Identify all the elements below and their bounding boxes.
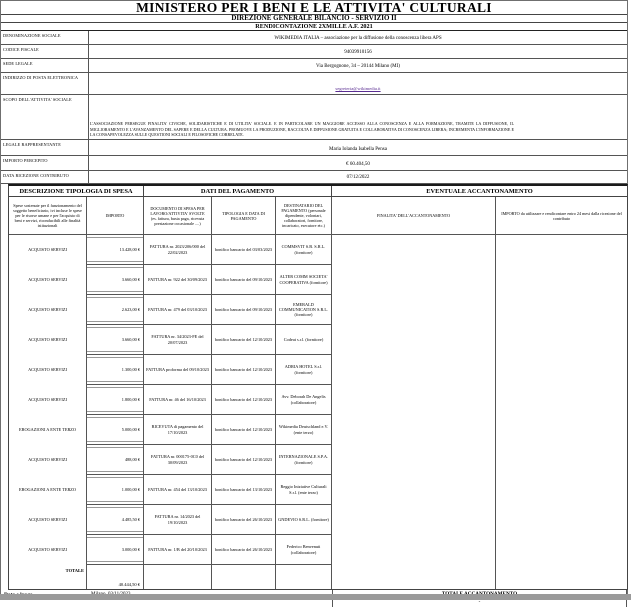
data-ricezione-value: 07/12/2022 bbox=[346, 175, 370, 180]
scopo-value: L'ASSOCIAZIONE PERSEGUE FINALITA' CIVICHE, SOLIDARISTICHE E DI UTILITA' SOCIALE. E IN PARTICOLARE UN MAGGIORE ACCESSO ALLA CONOSCENZA E ALLA FORMAZIONE, TRAMITE LA DIFFUSIONE, IL MIGLIORAMENTO E L'AVANZAMENTO DEL SAPERE E DELLA CULTURA. PROMUOVE LA PRODUZIONE, RACCOLTA E DIFFUSIONE GRATUITA E COLLABORATIVA DI CONOSCENZA LIBERA; INCREMENTA L'INFORMAZIONE E LA CONSAPEVOLEZZA SULLE QUESTIONI SOCIALI E FILOSOFICHE CORRELATE. bbox=[90, 121, 514, 137]
sede-legale-label: SEDE LEGALE bbox=[1, 59, 89, 72]
tipologia-spesa-cell: ACQUISTO SERVIZI bbox=[9, 355, 87, 385]
group-header-descrizione: DESCRIZIONE TIPOLOGIA DI SPESA bbox=[9, 186, 144, 197]
email-label: INDIRIZZO DI POSTA ELETTRONICA bbox=[1, 73, 89, 94]
destinatario-pagamento-cell: Federico Benvenuti (collaboratore) bbox=[276, 535, 332, 565]
documento-spesa-cell: FATTURA nr. 46 del 16/10/2023 bbox=[144, 385, 212, 415]
destinatario-pagamento-cell: Wikimedia Deutschland e.V. (ente terzo) bbox=[276, 415, 332, 445]
tipologia-data-pagamento-cell: bonifico bancario del 09/10/2023 bbox=[212, 295, 276, 325]
destinatario-pagamento-cell: EMERALD COMMUNICATION S.R.L. (fornitore) bbox=[276, 295, 332, 325]
tipologia-data-pagamento-cell: bonifico bancario del 13/10/2023 bbox=[212, 475, 276, 505]
destinatario-pagamento-cell: GNDEVIO S.R.L. (fornitore) bbox=[276, 505, 332, 535]
totale-label: TOTALE bbox=[9, 565, 87, 589]
page-subtitle2: RENDICONTAZIONE 2XMILLE A.F. 2021 bbox=[1, 23, 627, 31]
group-header-accantonamento: EVENTUALE ACCANTONAMENTO bbox=[332, 186, 627, 197]
destinatario-pagamento-cell: Reggio Iniziative Culturali S.r.l. (ente terzo) bbox=[276, 475, 332, 505]
page-edge-strip bbox=[0, 594, 631, 600]
spese-table bbox=[8, 184, 628, 590]
table-row bbox=[9, 475, 332, 505]
table-column-header-row bbox=[9, 197, 627, 235]
column-header-spese: Spese sostenute per il funzionamento del soggetto beneficiario, ivi incluse le spese per le risorse umane e per l'acquisto di beni e servizi, riconducibili alle finalità istituzionali bbox=[9, 197, 87, 235]
importo-percepito-value: € 60.404,50 bbox=[346, 162, 370, 167]
group-header-dati-pagamento: DATI DEL PAGAMENTO bbox=[144, 186, 332, 197]
tipologia-spesa-cell: EROGAZIONI A ENTE TERZO bbox=[9, 415, 87, 445]
importo-cell: 3.660,00 € bbox=[87, 265, 144, 295]
documento-spesa-cell: FATTURA nr. 454 del 13/10/2023 bbox=[144, 475, 212, 505]
codice-fiscale-label: CODICE FISCALE bbox=[1, 45, 89, 58]
tipologia-spesa-cell: ACQUISTO SERVIZI bbox=[9, 445, 87, 475]
importo-percepito-label: IMPORTO PERCEPITO bbox=[1, 156, 89, 170]
info-row-importo-percepito bbox=[1, 156, 627, 171]
tipologia-spesa-cell: ACQUISTO SERVIZI bbox=[9, 325, 87, 355]
documento-spesa-cell: RICEVUTA di pagamento del 17/10/2023 bbox=[144, 415, 212, 445]
column-header-importo: IMPORTO bbox=[87, 197, 144, 235]
column-header-importo-accantonamento: IMPORTO da utilizzare e rendicontare entro 24 mesi dalla ricezione del contributo bbox=[496, 197, 627, 235]
tipologia-spesa-cell: EROGAZIONI A ENTE TERZO bbox=[9, 475, 87, 505]
tipologia-spesa-cell: ACQUISTO SERVIZI bbox=[9, 385, 87, 415]
table-row bbox=[9, 295, 332, 325]
importo-cell: 3.660,00 € bbox=[87, 325, 144, 355]
tipologia-spesa-cell: ACQUISTO SERVIZI bbox=[9, 505, 87, 535]
importo-cell: 2.623,00 € bbox=[87, 295, 144, 325]
column-header-documento: DOCUMENTO DI SPESA PER LAVORO/ATTIVITA' SVOLTE (es. fattura, busta paga, ricevuta prestazione occasionale ....) bbox=[144, 197, 212, 235]
table-row bbox=[9, 445, 332, 475]
table-rows bbox=[9, 235, 332, 589]
tipologia-spesa-cell: ACQUISTO SERVIZI bbox=[9, 265, 87, 295]
column-header-destinatario: DESTINATARIO DEL PAGAMENTO (personale dipendente, volontari, collaboratori, fornitore, incaricato, esecutore etc.) bbox=[276, 197, 332, 235]
denominazione-label: DENOMINAZIONE SOCIALE bbox=[1, 31, 89, 44]
legale-rappresentante-label: LEGALE RAPPRESENTANTE bbox=[1, 140, 89, 155]
tipologia-spesa-cell: ACQUISTO SERVIZI bbox=[9, 235, 87, 265]
page-title: MINISTERO PER I BENI E LE ATTIVITA' CULTURALI bbox=[1, 1, 627, 15]
table-total-row bbox=[9, 565, 332, 589]
table-row bbox=[9, 265, 332, 295]
importo-cell: 1.000,00 € bbox=[87, 475, 144, 505]
documento-spesa-cell: FATTURA nr. 14/2023 del 19/10/2023 bbox=[144, 505, 212, 535]
documento-spesa-cell: FATTURA nr. 922 del 30/09/2023 bbox=[144, 265, 212, 295]
destinatario-pagamento-cell: Codeat s.r.l. (fornitore) bbox=[276, 325, 332, 355]
documento-spesa-cell: FATTURA nr. 479 del 03/10/2023 bbox=[144, 295, 212, 325]
info-row-scopo bbox=[1, 95, 627, 140]
tipologia-data-pagamento-cell: bonifico bancario del 09/10/2023 bbox=[212, 265, 276, 295]
finalita-accantonamento-column-empty bbox=[332, 235, 496, 589]
destinatario-pagamento-cell: Avv. Deborah De Angelis (collaboratore) bbox=[276, 385, 332, 415]
tipologia-data-pagamento-cell: bonifico bancario del 26/10/2023 bbox=[212, 535, 276, 565]
info-row-codice-fiscale bbox=[1, 45, 627, 59]
tipologia-spesa-cell: ACQUISTO SERVIZI bbox=[9, 535, 87, 565]
codice-fiscale-value: 94039910156 bbox=[344, 50, 372, 55]
tipologia-data-pagamento-cell: bonifico bancario del 03/03/2023 bbox=[212, 235, 276, 265]
importo-cell: 5.000,00 € bbox=[87, 415, 144, 445]
info-row-legale-rappresentante bbox=[1, 140, 627, 156]
importo-cell: 3.000,00 € bbox=[87, 535, 144, 565]
importo-cell: 1.300,00 € bbox=[87, 355, 144, 385]
importo-cell: 1.800,00 € bbox=[87, 385, 144, 415]
info-row-email bbox=[1, 73, 627, 95]
documento-spesa-cell: FATTURA nr. 000175-0C0 del 30/09/2023 bbox=[144, 445, 212, 475]
table-row bbox=[9, 235, 332, 265]
tipologia-data-pagamento-cell: bonifico bancario del 26/10/2023 bbox=[212, 505, 276, 535]
tipologia-data-pagamento-cell: bonifico bancario del 12/10/2023 bbox=[212, 445, 276, 475]
tipologia-data-pagamento-cell: bonifico bancario del 12/10/2023 bbox=[212, 355, 276, 385]
table-row bbox=[9, 505, 332, 535]
column-header-tipologia-pagamento: TIPOLOGIA E DATA DI PAGAMENTO bbox=[212, 197, 276, 235]
documento-spesa-cell: FATTURA proforma del 09/10/2023 bbox=[144, 355, 212, 385]
totale-value: 40.444,50 € bbox=[87, 565, 144, 589]
documento-spesa-cell: FATTURA nr. 1/B del 20/10/2023 bbox=[144, 535, 212, 565]
page-footer bbox=[1, 590, 627, 610]
tipologia-data-pagamento-cell: bonifico bancario del 12/10/2023 bbox=[212, 325, 276, 355]
importo-cell: 4.485,50 € bbox=[87, 505, 144, 535]
info-row-data-ricezione bbox=[1, 171, 627, 184]
table-group-header-row bbox=[9, 186, 627, 197]
sede-legale-value: Via Bergognone, 34 – 20144 Milano (MI) bbox=[316, 64, 400, 69]
destinatario-pagamento-cell: ALTER COMM SOCIETA' COOPERATIVA (fornitore) bbox=[276, 265, 332, 295]
email-link[interactable]: segreteria@wikimedia.it bbox=[335, 86, 381, 91]
tipologia-data-pagamento-cell: bonifico bancario del 12/10/2023 bbox=[212, 415, 276, 445]
table-row bbox=[9, 385, 332, 415]
documento-spesa-cell: FATTURA nr. 2023/206/000 del 22/02/2023 bbox=[144, 235, 212, 265]
table-row bbox=[9, 415, 332, 445]
destinatario-pagamento-cell: INTERNAZIONALE S.P.A. (fornitore) bbox=[276, 445, 332, 475]
table-row bbox=[9, 535, 332, 565]
column-header-finalita: FINALITA' DELL'ACCANTONAMENTO bbox=[332, 197, 496, 235]
info-row-sede-legale bbox=[1, 59, 627, 73]
totale-empty-cell bbox=[144, 565, 212, 589]
totale-accantonamento-value: - bbox=[478, 600, 481, 605]
documento-spesa-cell: FATTURA nr. 34/2023-FE del 20/07/2023 bbox=[144, 325, 212, 355]
totale-empty-cell bbox=[212, 565, 276, 589]
page-subtitle: DIREZIONE GENERALE BILANCIO - SERVIZIO II bbox=[1, 15, 627, 23]
totale-empty-cell bbox=[276, 565, 332, 589]
importo-cell: 488,00 € bbox=[87, 445, 144, 475]
tipologia-spesa-cell: ACQUISTO SERVIZI bbox=[9, 295, 87, 325]
table-row bbox=[9, 355, 332, 385]
table-body bbox=[9, 235, 627, 589]
destinatario-pagamento-cell: COMMSVIT S.B. S.R.L. (fornitore) bbox=[276, 235, 332, 265]
tipologia-data-pagamento-cell: bonifico bancario del 12/10/2023 bbox=[212, 385, 276, 415]
data-ricezione-label: DATA RICEZIONE CONTRIBUTO bbox=[1, 171, 89, 183]
scopo-label: SCOPO DELL'ATTIVITA' SOCIALE bbox=[1, 95, 89, 139]
denominazione-value: WIKIMEDIA ITALIA – associazione per la diffusione della conoscenza libera APS bbox=[274, 36, 442, 41]
table-row bbox=[9, 325, 332, 355]
destinatario-pagamento-cell: ADRIA HOTEL S.r.l. (fornitore) bbox=[276, 355, 332, 385]
legale-rappresentante-value: Maria Iolanda Isabella Pensa bbox=[329, 147, 387, 152]
importo-accantonamento-column-empty bbox=[496, 235, 627, 589]
info-row-denominazione bbox=[1, 31, 627, 45]
importo-cell: 13.428,00 € bbox=[87, 235, 144, 265]
